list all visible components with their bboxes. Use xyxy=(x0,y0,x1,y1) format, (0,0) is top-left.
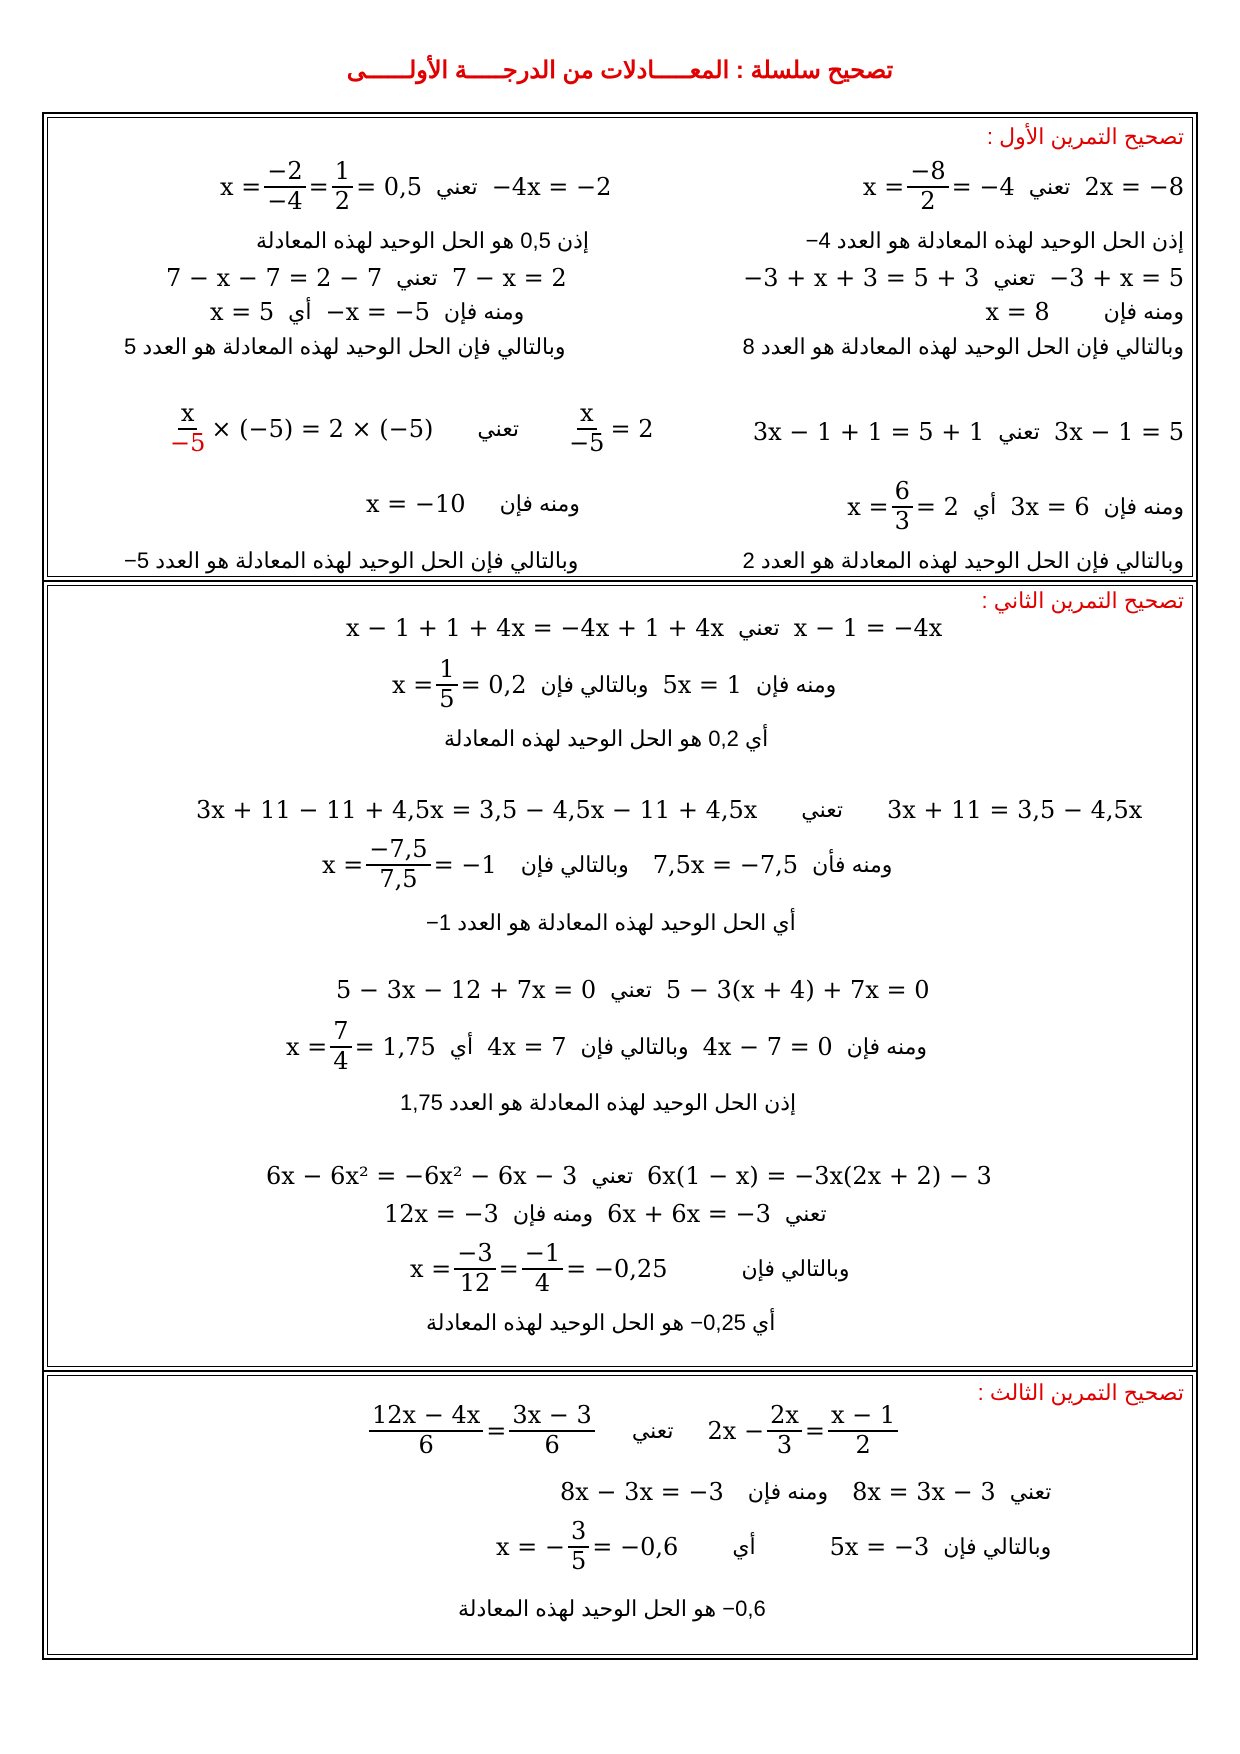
ex2-b1-word: تعني xyxy=(801,797,843,822)
ex2-c2-result: x = $\frac{7}{4}$ = 1,75 xyxy=(286,1017,436,1075)
ex2-d1-result: 6x − 6x² = −6x² − 6x − 3 xyxy=(266,1162,578,1190)
ex1-l-l1-eq: −4x = −2 xyxy=(491,172,612,201)
ex1-r-line8: وبالتالي فإن الحل الوحيد لهذه المعادلة هو العدد 2 xyxy=(742,548,1184,573)
ex2-d3-result: x = $\frac{-3}{12}$ = $\frac{-1}{4}$ = −0,25 xyxy=(410,1239,668,1297)
ex1-r-l1-res: = −4 xyxy=(951,172,1015,201)
ex2-c-line1 xyxy=(336,976,930,1004)
ex3-e3-fraction: $\frac{3}{5}$ xyxy=(568,1518,589,1575)
page-title: تصحيح سلسلة : المعـــــادلات من الدرجـــــة الأولــــــى xyxy=(346,57,894,84)
ex3-e2-word: تعني xyxy=(1009,1479,1052,1504)
ex2-a-line2 xyxy=(392,656,836,713)
ex3-e1-fraction-c: $\frac{12x - 4x}{6}$ xyxy=(369,1402,483,1459)
ex2-c2-eq2: 4x = 7 xyxy=(487,1032,567,1061)
ex1-r-line1 xyxy=(863,158,1184,215)
ex1-l-l3-result: 7 − x − 7 = 2 − 7 xyxy=(166,264,383,292)
ex3-line4: 0,6− هو الحل الوحيد لهذه المعادلة xyxy=(458,1596,766,1621)
ex2-c1-result: 5 − 3x − 12 + 7x = 0 xyxy=(336,976,597,1004)
ex1-r-l3-result: −3 + x + 3 = 5 + 3 xyxy=(743,264,980,292)
ex1-l-l4-eq: −x = −5 xyxy=(325,298,430,326)
ex2-d1-eq: 6x(1 − x) = −3x(2x + 2) − 3 xyxy=(647,1162,992,1190)
ex1-l-l4-word2: أي xyxy=(288,299,312,324)
ex2-a-line1 xyxy=(346,614,942,642)
ex3-e1-fraction-b: $\frac{x - 1}{2}$ xyxy=(828,1402,898,1459)
ex3-e3-word2: أي xyxy=(732,1533,756,1559)
ex2-a1-word: تعني xyxy=(738,615,780,640)
ex1-r-line4 xyxy=(985,298,1184,326)
ex1-r-line7 xyxy=(847,478,1184,535)
ex1-l-l3-word: تعني xyxy=(396,265,438,290)
ex1-r-l7-result: x = $\frac{6}{3}$ = 2 xyxy=(847,477,959,535)
ex1-r-line5: وبالتالي فإن الحل الوحيد لهذه المعادلة هو العدد 8 xyxy=(742,334,1184,359)
ex2-d1-word: تعني xyxy=(591,1163,634,1188)
ex2-d3-fraction-a: $\frac{-3}{12}$ xyxy=(454,1240,495,1297)
ex2-a2-result: x = $\frac{1}{5}$ = 0,2 xyxy=(392,655,527,713)
ex1-l-line7 xyxy=(366,490,580,518)
ex3-e1-eq: 2x − $\frac{2x}{3}$ = $\frac{x - 1}{2}$ xyxy=(708,1402,902,1459)
ex2-d-line4: أي 0,25− هو الحل الوحيد لهذه المعادلة xyxy=(426,1310,776,1335)
ex1-r-line6 xyxy=(753,418,1184,446)
ex2-c1-word: تعني xyxy=(610,977,652,1002)
ex2-d2-eq: 6x + 6x = −3 xyxy=(607,1200,771,1228)
ex2-a2-word2: وبالتالي فإن xyxy=(540,671,649,697)
ex1-r-l4-eq: x = 8 xyxy=(985,298,1050,326)
ex2-c-line3: إذن الحل الوحيد لهذه المعادلة هو العدد 1,75 xyxy=(400,1090,797,1115)
ex3-line3 xyxy=(496,1518,1051,1575)
ex1-l-l7-eq: x = −10 xyxy=(366,490,466,518)
ex1-l-l4-result: x = 5 xyxy=(210,298,275,326)
ex2-a1-result: x − 1 + 1 + 4x = −4x + 1 + 4x xyxy=(346,614,725,642)
ex1-r-l6-word: تعني xyxy=(998,419,1040,444)
ex3-e3-result: x = − $\frac{3}{5}$ = −0,6 xyxy=(496,1517,679,1575)
exercise-2-heading: تصحيح التمرين الثاني : xyxy=(981,588,1184,613)
ex2-c2-eq: 4x − 7 = 0 xyxy=(702,1032,833,1061)
ex1-r-l7-word: ومنه فإن xyxy=(1103,493,1184,519)
ex1-l-l1-word: تعني xyxy=(435,173,478,199)
ex1-r-l1-x: x = xyxy=(862,172,905,201)
ex2-c2-word: ومنه فإن xyxy=(846,1033,927,1059)
ex1-r-l4-word: ومنه فإن xyxy=(1103,299,1184,324)
ex3-e3-word: وبالتالي فإن xyxy=(943,1533,1052,1559)
ex1-l-l6-fraction: $\frac{x}{-5}$ xyxy=(569,399,605,457)
ex2-d2-word2: ومنه فإن xyxy=(512,1201,594,1226)
ex1-l-l6-fraction-b: $\frac{x}{-5}$ xyxy=(170,399,206,457)
ex2-b2-fraction: $\frac{-7,5}{7,5}$ xyxy=(366,836,430,893)
ex2-d2-word: تعني xyxy=(784,1201,827,1226)
ex2-b1-eq: 3x + 11 = 3,5 − 4,5x xyxy=(887,796,1143,824)
ex1-r-l6-result: 3x − 1 + 1 = 5 + 1 xyxy=(752,418,985,446)
ex1-l-l6-result: $\frac{x}{-5}$ × (−5) = 2 × (−5) xyxy=(164,400,433,457)
ex1-r-l7-eq: 3x = 6 xyxy=(1010,492,1090,521)
ex3-e1-fraction-a: $\frac{2x}{3}$ xyxy=(767,1402,802,1459)
ex1-r-l3-word: تعني xyxy=(993,265,1036,290)
ex1-l-l6-word: تعني xyxy=(477,415,520,441)
ex1-r-line3 xyxy=(743,264,1184,292)
ex1-l-l1-fraction-b: $\frac{1}{2}$ xyxy=(332,158,353,215)
ex2-c2-word2: وبالتالي فإن xyxy=(580,1033,689,1059)
ex1-l-l1-result: x = $\frac{-2}{-4}$ = $\frac{1}{2}$ = 0,5 xyxy=(220,157,422,215)
ex1-l-line5: وبالتالي فإن الحل الوحيد لهذه المعادلة هو العدد 5 xyxy=(124,334,566,359)
ex2-d-line2 xyxy=(384,1200,827,1228)
ex1-l-line8: وبالتالي فإن الحل الوحيد لهذه المعادلة هو العدد 5− xyxy=(124,548,579,573)
ex1-l-line1 xyxy=(220,158,611,215)
ex1-l-line2: إذن 0,5 هو الحل الوحيد لهذه المعادلة xyxy=(256,228,590,253)
ex2-b-line1 xyxy=(196,796,1142,824)
ex1-r-l6-eq: 3x − 1 = 5 xyxy=(1053,418,1184,446)
ex2-d-line1 xyxy=(266,1162,992,1190)
ex1-l-line6 xyxy=(164,400,653,457)
ex2-a2-eq: 5x = 1 xyxy=(662,670,742,699)
ex2-b-line3: أي الحل الوحيد لهذه المعادلة هو العدد 1− xyxy=(426,910,796,935)
ex3-e1-word: تعني xyxy=(631,1417,674,1443)
ex3-e2-eq2: 8x − 3x = −3 xyxy=(560,1478,724,1506)
ex2-a-line3: أي 0,2 هو الحل الوحيد لهذه المعادلة xyxy=(444,726,769,751)
ex2-b2-result: x = $\frac{-7,5}{7,5}$ = −1 xyxy=(322,835,497,893)
ex3-e3-eq: 5x = −3 xyxy=(829,1532,930,1561)
ex1-l-l6-eq: $\frac{x}{-5}$ = 2 xyxy=(563,400,653,457)
ex1-l-l3-eq: 7 − x = 2 xyxy=(451,264,567,292)
ex3-e2-word2: ومنه فإن xyxy=(747,1479,829,1504)
ex1-r-l1-result xyxy=(863,158,1015,215)
ex2-a2-word: ومنه فإن xyxy=(755,671,837,697)
ex2-d3-fraction-b: $\frac{-1}{4}$ xyxy=(522,1240,563,1297)
ex2-c1-eq: 5 − 3(x + 4) + 7x = 0 xyxy=(665,976,930,1004)
ex1-r-l1-eq: 2x = −8 xyxy=(1084,172,1184,201)
ex2-c-line2 xyxy=(286,1018,927,1075)
ex1-r-l1-word: تعني xyxy=(1028,173,1071,199)
ex2-b2-eq: 7,5x = −7,5 xyxy=(652,850,799,879)
ex1-r-l7-word2: أي xyxy=(972,493,997,519)
ex1-r-l1-fraction: $\frac{-8}{2}$ xyxy=(907,158,948,215)
ex1-l-l4-word: ومنه فإن xyxy=(443,299,525,324)
ex1-l-l1-fraction-a: $\frac{-2}{-4}$ xyxy=(264,158,305,215)
ex2-b-line2 xyxy=(322,836,892,893)
ex1-r-l7-fraction: $\frac{6}{3}$ xyxy=(892,478,913,535)
ex2-d-line3 xyxy=(410,1240,850,1297)
ex3-line1 xyxy=(366,1402,901,1459)
ex3-line2 xyxy=(560,1478,1051,1506)
ex2-b2-word2: وبالتالي فإن xyxy=(520,851,629,877)
ex1-r-line2: إذن الحل الوحيد لهذه المعادلة هو العدد 4− xyxy=(805,228,1184,253)
ex2-d2-eq2: 12x = −3 xyxy=(384,1200,499,1228)
ex1-l-line4 xyxy=(210,298,524,326)
ex3-e1-fraction-d: $\frac{3x - 3}{6}$ xyxy=(509,1402,594,1459)
ex2-a1-eq: x − 1 = −4x xyxy=(793,614,943,642)
ex1-l-l7-word: ومنه فإن xyxy=(499,491,580,516)
ex1-r-l3-eq: −3 + x = 5 xyxy=(1049,264,1184,292)
ex2-b2-word: ومنه فأن xyxy=(812,851,893,877)
ex2-c2-word3: أي xyxy=(449,1033,474,1059)
ex3-e1-result: $\frac{12x - 4x}{6}$ = $\frac{3x - 3}{6}$ xyxy=(366,1402,598,1459)
exercise-3-heading: تصحيح التمرين الثالث : xyxy=(977,1380,1184,1405)
ex2-b1-result: 3x + 11 − 11 + 4,5x = 3,5 − 4,5x − 11 + 4,5x xyxy=(196,796,758,824)
ex3-e2-eq: 8x = 3x − 3 xyxy=(852,1478,996,1506)
exercise-1-heading: تصحيح التمرين الأول : xyxy=(986,124,1184,149)
ex2-c2-fraction: $\frac{7}{4}$ xyxy=(330,1018,351,1075)
ex1-l-line3 xyxy=(166,264,567,292)
ex2-d3-word: وبالتالي فإن xyxy=(741,1255,850,1281)
ex2-a2-fraction: $\frac{1}{5}$ xyxy=(436,656,457,713)
